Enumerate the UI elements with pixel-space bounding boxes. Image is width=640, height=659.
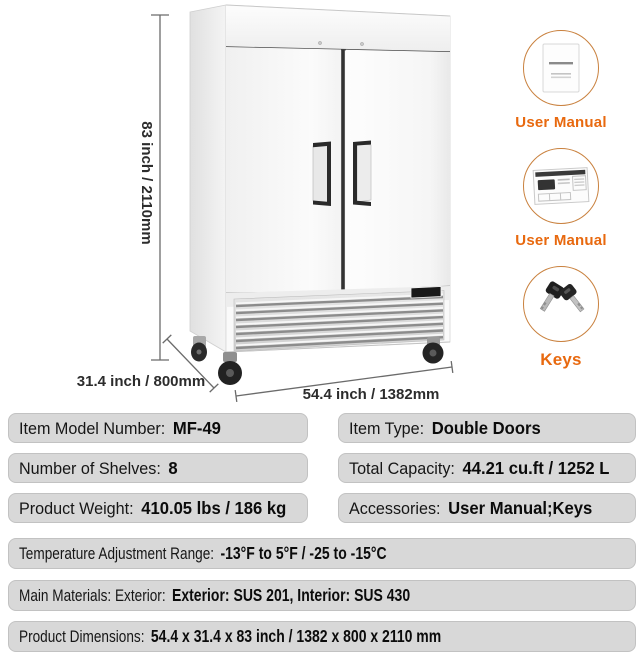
spec-row-item-type xyxy=(338,413,636,443)
spec-row-product-weight xyxy=(8,493,308,523)
control-badge xyxy=(411,287,441,299)
spec-value: Exterior: SUS 201, Interior: SUS 430 xyxy=(172,585,411,605)
spec-value: Double Doors xyxy=(431,417,541,438)
accessory-keys xyxy=(496,266,626,370)
accessory-label: Keys xyxy=(540,350,582,369)
spec-value: 8 xyxy=(168,457,178,478)
spec-value: -13°F to 5°F / -25 to -15°C xyxy=(220,543,387,563)
width-dimension-label: 54.4 inch / 1382mm xyxy=(302,386,440,403)
fridge-body xyxy=(190,5,450,385)
spec-value: 410.05 lbs / 186 kg xyxy=(141,497,287,518)
spec-label: Temperature Adjustment Range: xyxy=(19,544,215,563)
spec-value: User Manual;Keys xyxy=(448,497,593,518)
spec-row-temperature-range xyxy=(8,538,636,569)
spec-row-accessories xyxy=(338,493,636,523)
screw-dot xyxy=(360,42,363,45)
spec-row-number-of-shelves xyxy=(8,453,308,483)
spec-row-main-materials xyxy=(8,580,636,611)
spec-label: Total Capacity: xyxy=(349,458,455,478)
spec-label: Accessories: xyxy=(349,498,441,518)
door-gap xyxy=(341,50,345,292)
spec-sheet-icon xyxy=(523,148,599,224)
height-dimension-label: 83 inch / 2110mm xyxy=(138,121,155,245)
depth-dimension-label: 31.4 inch / 800mm xyxy=(76,373,206,390)
spec-label: Item Type: xyxy=(349,418,425,438)
spec-row-item-model-number xyxy=(8,413,308,443)
spec-row-total-capacity xyxy=(338,453,636,483)
accessory-label: User Manual xyxy=(515,114,607,131)
spec-label: Item Model Number: xyxy=(19,418,166,438)
right-door-handle xyxy=(353,141,371,207)
caster-wheel xyxy=(191,336,207,362)
spec-row-product-dimensions xyxy=(8,621,636,652)
accessory-label: User Manual xyxy=(515,232,607,249)
spec-label: Main Materials: Exterior: xyxy=(19,586,166,605)
spec-label: Product Dimensions: xyxy=(19,627,145,646)
left-door-handle xyxy=(313,142,331,207)
keys-icon xyxy=(523,266,599,342)
spec-value: MF-49 xyxy=(172,417,221,438)
accessory-user-manual-1 xyxy=(496,30,626,131)
spec-label: Number of Shelves: xyxy=(19,458,161,478)
accessory-user-manual-2 xyxy=(496,148,626,249)
spec-value: 44.21 cu.ft / 1252 L xyxy=(462,457,610,478)
spec-value: 54.4 x 31.4 x 83 inch / 1382 x 800 x 2110 mm xyxy=(150,626,442,646)
spec-label: Product Weight: xyxy=(19,498,134,518)
caster-wheel xyxy=(218,352,242,385)
screw-dot xyxy=(318,41,321,44)
user-manual-booklet-icon xyxy=(523,30,599,106)
